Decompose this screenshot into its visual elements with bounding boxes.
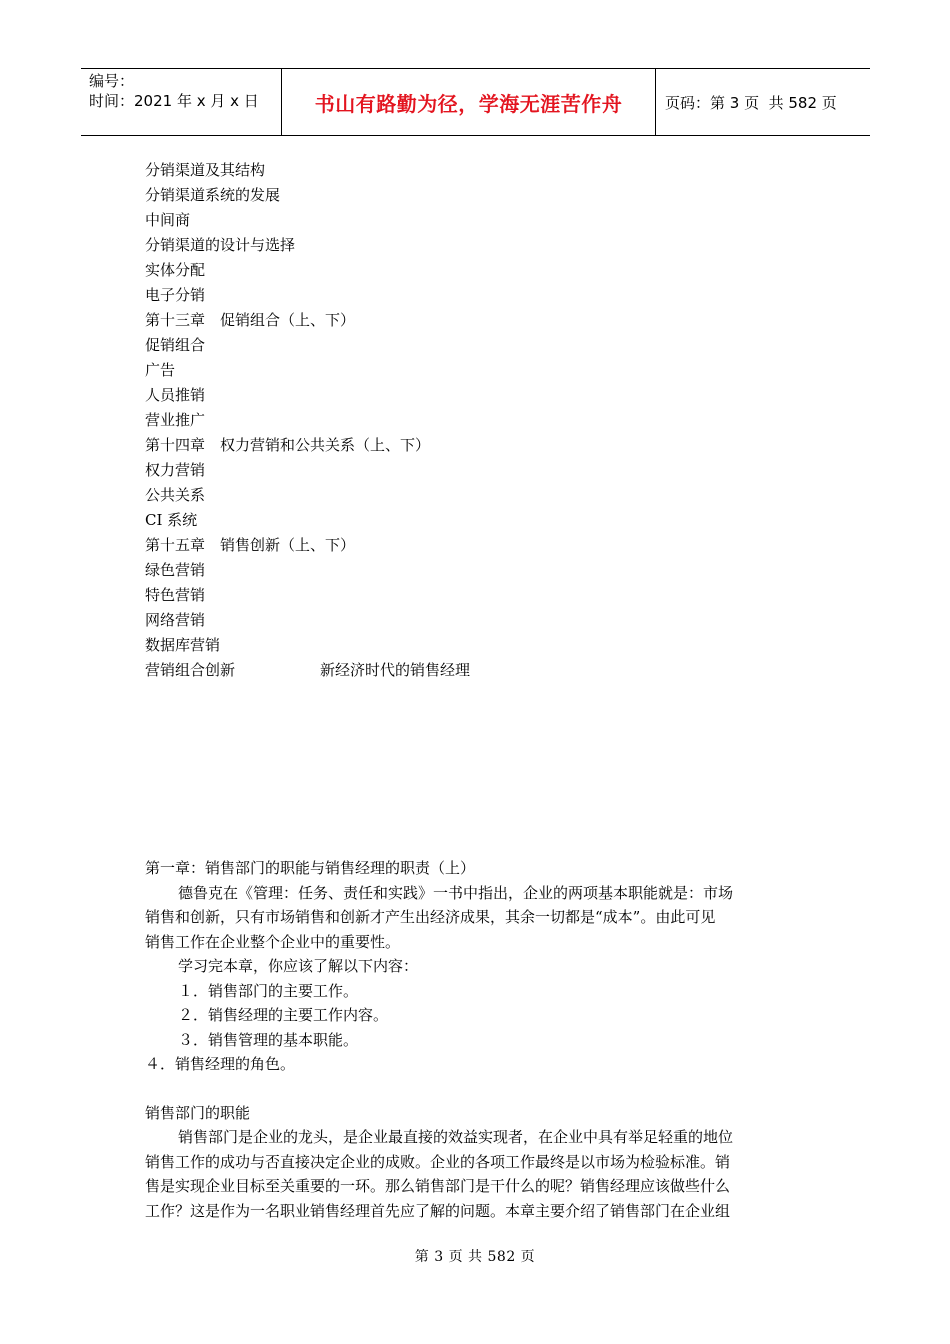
chapter-title: 第一章：销售部门的职能与销售经理的职责（上） (145, 859, 476, 877)
toc-item: 公共关系 (145, 486, 206, 504)
paragraph-line: 德鲁克在《管理：任务、责任和实践》一书中指出，企业的两项基本职能就是：市场 (178, 883, 734, 902)
toc-chapter: 第十三章 促销组合（上、下） (145, 311, 356, 329)
toc-item: 绿色营销 (145, 561, 206, 579)
toc-item: 网络营销 (145, 611, 206, 629)
toc-item: 促销组合 (145, 336, 206, 354)
toc-item: 实体分配 (145, 261, 206, 279)
toc-chapter: 第十五章 销售创新（上、下） (145, 536, 356, 554)
toc-item: 数据库营销 (145, 636, 221, 654)
paragraph-line: 销售工作的成功与否直接决定企业的成败。企业的各项工作最终是以市场为检验标准。销 (145, 1152, 731, 1171)
page-header (81, 68, 870, 136)
toc-list (145, 158, 815, 683)
learn-item: ４．销售经理的角色。 (145, 1055, 296, 1073)
paragraph-line: 销售和创新，只有市场销售和创新才产生出经济成果，其余一切都是“成本”。由此可见 (145, 908, 716, 926)
toc-item: 分销渠道系统的发展 (145, 186, 281, 204)
toc-item: 人员推销 (145, 386, 206, 404)
learn-item: １．销售部门的主要工作。 (178, 981, 359, 1000)
toc-last-right: 新经济时代的销售经理 (320, 661, 471, 679)
page-footer: 第 3 页 共 582 页 (414, 1249, 536, 1265)
date-label: 时间：2021 年 x 月 x 日 (89, 92, 259, 110)
toc-item: 营业推广 (145, 411, 206, 429)
header-left-cell (81, 69, 282, 135)
section-title: 销售部门的职能 (145, 1103, 251, 1122)
blank-line (145, 1077, 810, 1101)
page-label: 页码：第 3 页 共 582 页 (665, 93, 837, 112)
toc-item: 广告 (145, 361, 176, 379)
toc-item: 中间商 (145, 211, 191, 229)
paragraph-line: 工作？这是作为一名职业销售经理首先应了解的问题。本章主要介绍了销售部门在企业组 (145, 1201, 731, 1220)
toc-item-last (145, 658, 815, 683)
toc-last-left: 营销组合创新 (145, 661, 236, 679)
chapter-body (145, 856, 810, 1223)
toc-item: 电子分销 (145, 286, 206, 304)
toc-chapter: 第十四章 权力营销和公共关系（上、下） (145, 436, 431, 454)
toc-item: 分销渠道的设计与选择 (145, 236, 296, 254)
learn-item: ３．销售管理的基本职能。 (178, 1030, 359, 1049)
paragraph-line: 销售工作在企业整个企业中的重要性。 (145, 932, 401, 951)
toc-item: 权力营销 (145, 461, 206, 479)
paragraph-line: 售是实现企业目标至关重要的一环。那么销售部门是干什么的呢？销售经理应该做些什么 (145, 1177, 731, 1195)
learn-item: ２．销售经理的主要工作内容。 (178, 1006, 389, 1024)
learn-intro: 学习完本章，你应该了解以下内容： (178, 957, 419, 975)
number-label: 编号： (89, 72, 135, 90)
toc-item: 特色营销 (145, 586, 206, 604)
toc-item: 分销渠道及其结构 (145, 161, 266, 179)
paragraph-line: 销售部门是企业的龙头，是企业最直接的效益实现者，在企业中具有举足轻重的地位 (178, 1128, 734, 1146)
motto: 书山有路勤为径，学海无涯苦作舟 (282, 69, 656, 135)
header-right-cell (656, 69, 870, 135)
toc-item: CI 系统 (145, 511, 198, 529)
